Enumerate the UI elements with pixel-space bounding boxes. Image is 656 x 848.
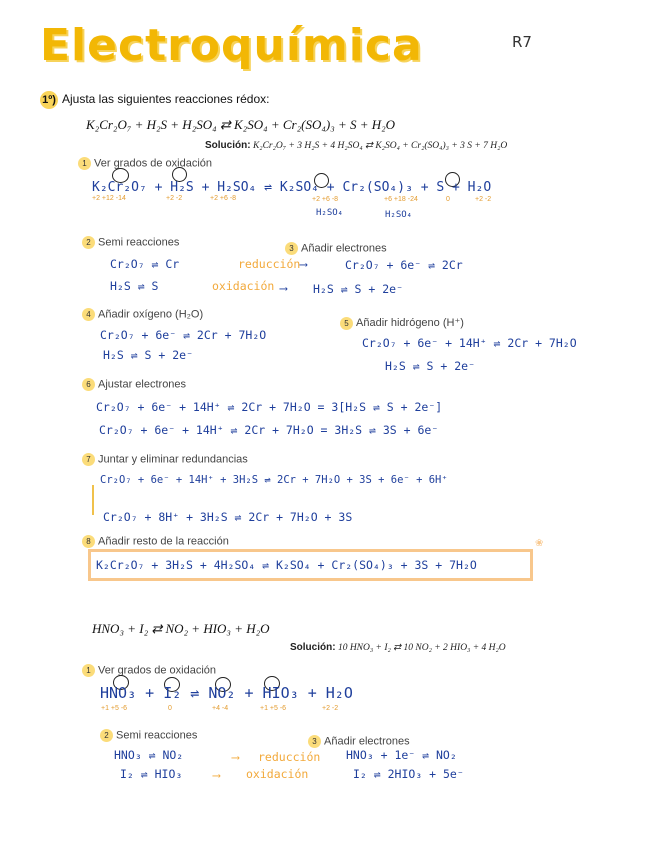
r1-half2: H₂S ⇌ S: [110, 279, 159, 293]
r1-step8-heading: [82, 535, 229, 548]
r2-half1: HNO₃ ⇌ NO₂: [114, 748, 184, 762]
step-number: 3: [308, 735, 321, 748]
question-statement: Ajusta las siguientes reacciones rédox:: [62, 92, 270, 106]
reaction2-solution: [290, 642, 506, 653]
step-title: Añadir electrones: [324, 735, 410, 748]
r1-step7-line1: Cr₂O₇ + 6e⁻ + 14H⁺ + 3H₂S ⇌ 2Cr + 7H₂O + 3S + 6e⁻ + 6H⁺: [100, 474, 448, 486]
ox-state: 0: [168, 705, 172, 712]
step-title: Ver grados de oxidación: [98, 664, 217, 677]
step-title: Semi reacciones: [116, 729, 198, 742]
ox-state: +1 +5 -6: [260, 705, 287, 712]
r1-half2-result: H₂S ⇌ S + 2e⁻: [313, 282, 404, 296]
r1-half2-label: oxidación: [212, 279, 275, 293]
r1-step1-note: H₂SO₄: [385, 210, 413, 220]
solution-label: Solución:: [205, 140, 251, 151]
r1-step7-line2: Cr₂O₇ + 8H⁺ + 3H₂S ⇌ 2Cr + 7H₂O + 3S: [103, 510, 353, 524]
step-title: Añadir resto de la reacción: [98, 535, 229, 548]
r1-final-answer-box: K₂Cr₂O₇ + 3H₂S + 4H₂SO₄ ⇌ K₂SO₄ + Cr₂(SO₄)₃ + 3S + 7H₂O: [88, 549, 533, 581]
r1-step6-line2: Cr₂O₇ + 6e⁻ + 14H⁺ ⇌ 2Cr + 7H₂O = 3H₂S ⇌ 3S + 6e⁻: [99, 423, 439, 437]
r1-step1-equation: K₂Cr₂O₇ + H₂S + H₂SO₄ ⇌ K₂SO₄ + Cr₂(SO₄)₃ + S + H₂O: [92, 180, 492, 195]
page-code: R7: [512, 33, 532, 51]
reaction2-equation: HNO₃ + I₂ ⇄ NO₂ + HIO₃ + H₂O: [92, 621, 270, 636]
reaction1-solution: [205, 140, 507, 151]
question-number-badge: 1º): [40, 91, 58, 109]
redundancy-bracket: [92, 485, 94, 515]
r2-half2: I₂ ⇌ HIO₃: [120, 767, 183, 781]
r2-step3-heading: [308, 735, 410, 748]
r1-step4-line2: H₂S ⇌ S + 2e⁻: [103, 348, 194, 362]
step-number: 7: [82, 453, 95, 466]
r2-step1-equation: HNO₃ + I₂ ⇌ NO₂ + HIO₃ + H₂O: [100, 684, 353, 702]
step-number: 3: [285, 242, 298, 255]
r1-step3-heading: [285, 242, 387, 255]
r2-half2-arrow: ⟶: [213, 768, 220, 782]
step-title: Añadir hidrógeno (H⁺): [356, 317, 464, 329]
ox-state: +2 -2: [322, 705, 339, 712]
r2-step2-heading: [100, 729, 197, 742]
step-title: Semi reacciones: [98, 236, 180, 249]
r2-half1-result: HNO₃ + 1e⁻ ⇌ NO₂: [346, 748, 457, 762]
ox-state: +2 +6 -8: [210, 195, 237, 202]
r2-step1-heading: [82, 664, 216, 677]
step-number: 4: [82, 308, 95, 321]
r1-step1-heading: [78, 157, 212, 170]
r1-step4-line1: Cr₂O₇ + 6e⁻ ⇌ 2Cr + 7H₂O: [100, 328, 267, 342]
step-title: Juntar y eliminar redundancias: [98, 453, 248, 466]
ox-state: +2 +12 -14: [92, 195, 126, 202]
r1-step6-line1: Cr₂O₇ + 6e⁻ + 14H⁺ ⇌ 2Cr + 7H₂O = 3[H₂S ⇌ S + 2e⁻]: [96, 400, 443, 414]
r1-half1-label: reducción: [238, 257, 301, 271]
solution-label: Solución:: [290, 642, 336, 653]
ox-state: +2 -2: [166, 195, 183, 202]
r1-half2-arrow: ⟶: [280, 281, 287, 295]
r2-half1-label: reducción: [258, 750, 321, 764]
r1-step2-heading: [82, 236, 179, 249]
ox-state: +2 +6 -8: [312, 196, 339, 203]
step-number: 2: [82, 236, 95, 249]
r1-step7-heading: [82, 453, 248, 466]
r1-step1-note: H₂SO₄: [316, 208, 344, 218]
r1-half1-result: Cr₂O₇ + 6e⁻ ⇌ 2Cr: [345, 258, 463, 272]
r1-half1: Cr₂O₇ ⇌ Cr: [110, 257, 180, 271]
r2-half2-result: I₂ ⇌ 2HIO₃ + 5e⁻: [353, 767, 464, 781]
solution-equation: K₂Cr₂O₇ + 3 H₂S + 4 H₂SO₄ ⇄ K₂SO₄ + Cr₂(SO₄)₃ + 3 S + 7 H₂O: [252, 141, 508, 151]
ox-state: +2 -2: [475, 196, 492, 203]
r1-step5-line2: H₂S ⇌ S + 2e⁻: [385, 359, 476, 373]
r2-half2-label: oxidación: [246, 767, 309, 781]
paw-doodle-icon: ❀: [535, 538, 544, 549]
r1-half1-arrow: ⟶: [300, 257, 307, 271]
step-title: Ver grados de oxidación: [94, 157, 213, 170]
r1-step4-heading: [82, 308, 203, 321]
step-number: 1: [82, 664, 95, 677]
ox-state: 0: [446, 196, 450, 203]
ox-state: +1 +5 -6: [101, 705, 128, 712]
step-number: 1: [78, 157, 91, 170]
reaction1-equation: K₂Cr₂O₇ + H₂S + H₂SO₄ ⇄ K₂SO₄ + Cr₂(SO₄)₃ + S + H₂O: [86, 117, 396, 132]
step-number: 2: [100, 729, 113, 742]
r1-step5-line1: Cr₂O₇ + 6e⁻ + 14H⁺ ⇌ 2Cr + 7H₂O: [362, 336, 577, 350]
step-title: Añadir oxígeno (H₂O): [98, 308, 204, 321]
step-number: 6: [82, 378, 95, 391]
step-title: Añadir electrones: [301, 242, 387, 255]
ox-state: +6 +18 -24: [384, 196, 418, 203]
page-title: Electroquímica: [40, 20, 423, 71]
step-number: 5: [340, 317, 353, 330]
r2-half1-arrow: ⟶: [232, 750, 239, 764]
r1-step5-heading: [340, 316, 464, 330]
ox-state: +4 -4: [212, 705, 229, 712]
solution-equation: 10 HNO₃ + I₂ ⇄ 10 NO₂ + 2 HIO₃ + 4 H₂O: [337, 643, 506, 653]
step-number: 8: [82, 535, 95, 548]
r1-step6-heading: [82, 378, 186, 391]
step-title: Ajustar electrones: [98, 378, 187, 391]
